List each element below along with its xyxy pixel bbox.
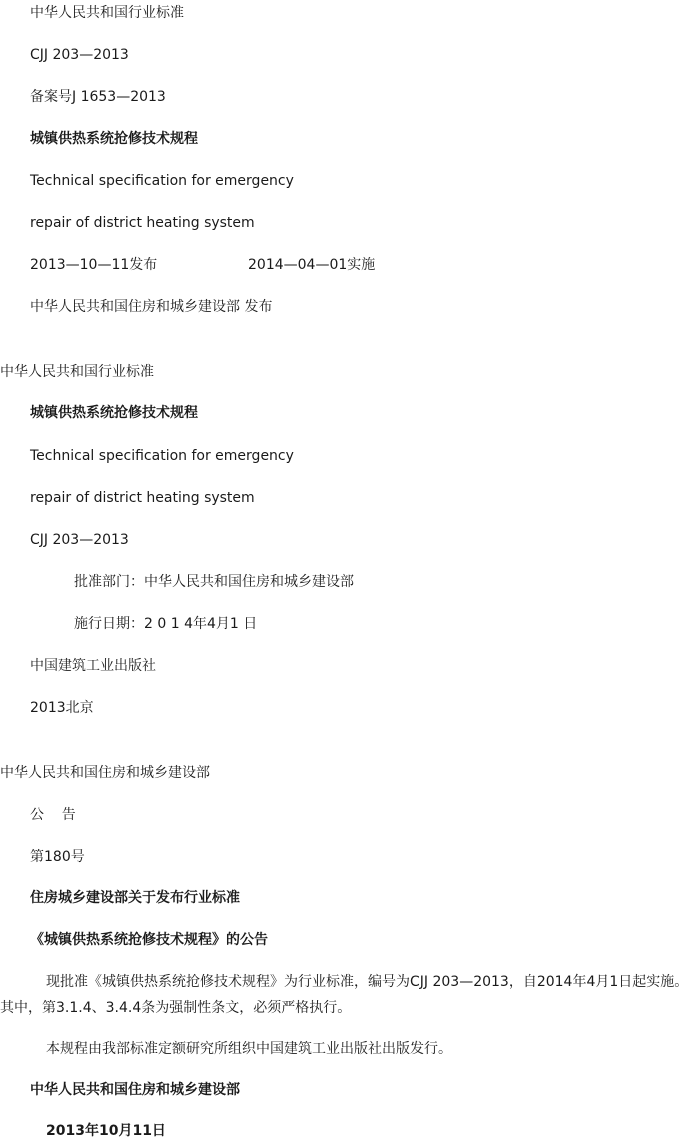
implementation-date: 施行日期：2 0 1 4年4月1 日 [74, 616, 258, 632]
announcement-paragraph-2: 本规程由我部标准定额研究所组织中国建筑工业出版社出版发行。 [46, 1041, 452, 1057]
place-year: 2013北京 [30, 700, 94, 716]
cover-effective-date: 2014—04—01实施 [248, 257, 376, 273]
cover-issue-date: 2013—10—11发布 [30, 257, 158, 273]
announcement-ministry: 中华人民共和国住房和城乡建设部 [0, 765, 210, 781]
title-page-title-cn: 城镇供热系统抢修技术规程 [30, 405, 198, 421]
announcement-title-2: 《城镇供热系统抢修技术规程》的公告 [30, 932, 268, 948]
signature-date: 2013年10月11日 [46, 1123, 166, 1139]
cover-publisher: 中华人民共和国住房和城乡建设部 发布 [30, 299, 273, 315]
cover-standard-type: 中华人民共和国行业标准 [30, 5, 184, 21]
title-page-title-en-2: repair of district heating system [30, 490, 255, 506]
cover-title-en-2: repair of district heating system [30, 215, 255, 231]
title-page-code: CJJ 203—2013 [30, 532, 129, 548]
announcement-number: 第180号 [30, 849, 85, 865]
title-page-title-en-1: Technical specification for emergency [30, 448, 294, 464]
announcement-paragraph-1: 现批准《城镇供热系统抢修技术规程》为行业标准，编号为CJJ 203—2013，自2014年4月1日起实施。其中，第3.1.4、3.4.4条为强制性条文，必须严格执行。 [0, 974, 689, 1016]
cover-code: CJJ 203—2013 [30, 47, 129, 63]
approval-dept: 批准部门：中华人民共和国住房和城乡建设部 [74, 574, 354, 590]
signature-ministry: 中华人民共和国住房和城乡建设部 [30, 1082, 240, 1098]
announcement-title-1: 住房城乡建设部关于发布行业标准 [30, 890, 240, 906]
announcement-heading: 公 告 [30, 807, 76, 823]
cover-title-cn: 城镇供热系统抢修技术规程 [30, 131, 198, 147]
press-name: 中国建筑工业出版社 [30, 658, 156, 674]
title-page-standard-type: 中华人民共和国行业标准 [0, 364, 154, 380]
cover-title-en-1: Technical specification for emergency [30, 173, 294, 189]
cover-record-no: 备案号J 1653—2013 [30, 89, 166, 105]
